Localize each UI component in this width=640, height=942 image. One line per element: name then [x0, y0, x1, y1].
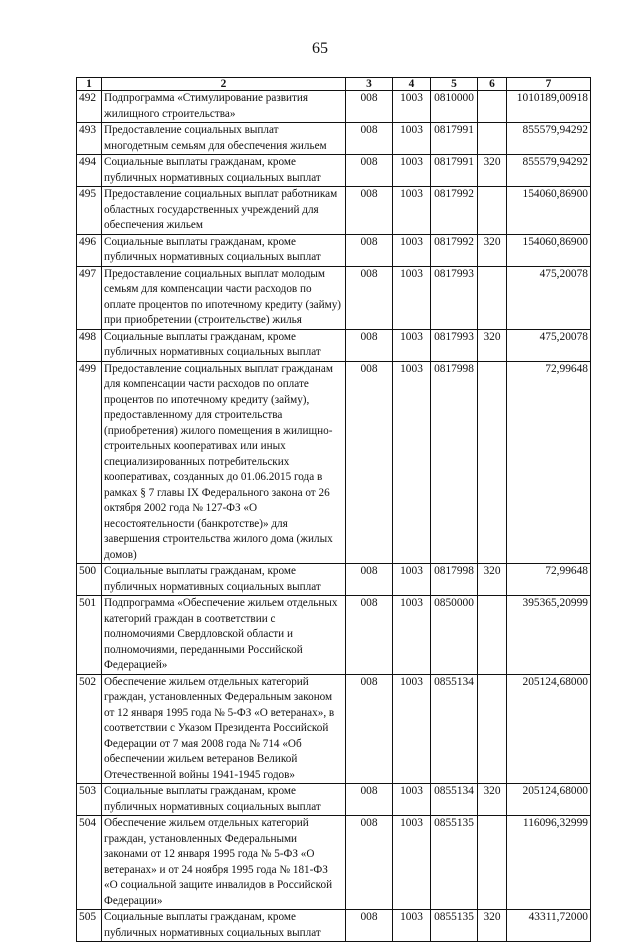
- ministry-code-cell: 008: [346, 784, 393, 816]
- table-row: [77, 234, 591, 266]
- expense-type-cell: 320: [478, 910, 507, 942]
- expense-type-cell: 320: [478, 564, 507, 596]
- header-cell: 4: [393, 78, 431, 91]
- amount-cell: 43311,72000: [507, 910, 591, 942]
- section-code-cell: 1003: [393, 329, 431, 361]
- section-code-cell: 1003: [393, 674, 431, 784]
- target-code-cell: 0855134: [431, 784, 478, 816]
- ministry-code-cell: 008: [346, 816, 393, 910]
- amount-cell: 855579,94292: [507, 155, 591, 187]
- expense-type-cell: [478, 674, 507, 784]
- expense-type-cell: 320: [478, 329, 507, 361]
- section-code-cell: 1003: [393, 784, 431, 816]
- amount-cell: 154060,86900: [507, 187, 591, 235]
- table-row: [77, 329, 591, 361]
- section-code-cell: 1003: [393, 155, 431, 187]
- row-number-cell: 504: [77, 816, 102, 910]
- item-name-cell: Предоставление социальных выплат многодетным семьям для обеспечения жильем: [102, 123, 346, 155]
- ministry-code-cell: 008: [346, 91, 393, 123]
- expense-type-cell: [478, 91, 507, 123]
- expense-type-cell: [478, 596, 507, 675]
- table-row: [77, 187, 591, 235]
- item-name-cell: Социальные выплаты гражданам, кроме публичных нормативных социальных выплат: [102, 784, 346, 816]
- section-code-cell: 1003: [393, 361, 431, 564]
- table-row: [77, 266, 591, 329]
- expense-type-cell: [478, 816, 507, 910]
- header-cell: 2: [102, 78, 346, 91]
- expense-type-cell: 320: [478, 234, 507, 266]
- target-code-cell: 0817993: [431, 266, 478, 329]
- target-code-cell: 0817991: [431, 155, 478, 187]
- row-number-cell: 498: [77, 329, 102, 361]
- item-name-cell: Социальные выплаты гражданам, кроме публичных нормативных социальных выплат: [102, 910, 346, 942]
- row-number-cell: 505: [77, 910, 102, 942]
- section-code-cell: 1003: [393, 123, 431, 155]
- item-name-cell: Социальные выплаты гражданам, кроме публичных нормативных социальных выплат: [102, 564, 346, 596]
- page-number: 65: [312, 40, 328, 57]
- item-name-cell: Подпрограмма «Обеспечение жильем отдельных категорий граждан в соответствии с полномочиями Свердловской области и полномочиями, переданными Российской Федерацией»: [102, 596, 346, 675]
- ministry-code-cell: 008: [346, 266, 393, 329]
- ministry-code-cell: 008: [346, 564, 393, 596]
- item-name-cell: Обеспечение жильем отдельных категорий граждан, установленных Федеральным законом от 12 января 1995 года № 5-ФЗ «О ветеранах», в соответствии с Указом Президента Российской Федерации от 7 мая 2008 года № 714 «Об обеспечении жильем ветеранов Великой Отечественной войны 1941-1945 годов»: [102, 674, 346, 784]
- ministry-code-cell: 008: [346, 123, 393, 155]
- table-row: [77, 91, 591, 123]
- amount-cell: 72,99648: [507, 564, 591, 596]
- table-row: [77, 564, 591, 596]
- expense-type-cell: [478, 123, 507, 155]
- section-code-cell: 1003: [393, 187, 431, 235]
- table-row: [77, 784, 591, 816]
- expense-type-cell: [478, 187, 507, 235]
- section-code-cell: 1003: [393, 234, 431, 266]
- row-number-cell: 502: [77, 674, 102, 784]
- item-name-cell: Социальные выплаты гражданам, кроме публичных нормативных социальных выплат: [102, 155, 346, 187]
- target-code-cell: 0855134: [431, 674, 478, 784]
- amount-cell: 205124,68000: [507, 784, 591, 816]
- target-code-cell: 0817998: [431, 361, 478, 564]
- row-number-cell: 503: [77, 784, 102, 816]
- target-code-cell: 0850000: [431, 596, 478, 675]
- expense-type-cell: [478, 266, 507, 329]
- header-cell: 1: [77, 78, 102, 91]
- row-number-cell: 497: [77, 266, 102, 329]
- ministry-code-cell: 008: [346, 187, 393, 235]
- section-code-cell: 1003: [393, 91, 431, 123]
- header-cell: 5: [431, 78, 478, 91]
- table-row: [77, 361, 591, 564]
- ministry-code-cell: 008: [346, 234, 393, 266]
- ministry-code-cell: 008: [346, 361, 393, 564]
- target-code-cell: 0817992: [431, 187, 478, 235]
- target-code-cell: 0810000: [431, 91, 478, 123]
- target-code-cell: 0817991: [431, 123, 478, 155]
- row-number-cell: 496: [77, 234, 102, 266]
- amount-cell: 395365,20999: [507, 596, 591, 675]
- row-number-cell: 494: [77, 155, 102, 187]
- item-name-cell: Предоставление социальных выплат гражданам для компенсации части расходов по оплате процентов по ипотечному кредиту (займу), предоставленному для строительства (приобретения) жилого помещения в жилищно-строительных кооперативах или иных специализированных потребительских кооперативах, созданных до 01.06.2015 года в рамках § 7 главы IX Федерального закона от 26 октября 2002 года № 127-ФЗ «О несостоятельности (банкротстве)» для завершения строительства жилого дома (жилых домов): [102, 361, 346, 564]
- section-code-cell: 1003: [393, 564, 431, 596]
- row-number-cell: 499: [77, 361, 102, 564]
- target-code-cell: 0855135: [431, 816, 478, 910]
- item-name-cell: Социальные выплаты гражданам, кроме публичных нормативных социальных выплат: [102, 234, 346, 266]
- ministry-code-cell: 008: [346, 596, 393, 675]
- table-row: [77, 674, 591, 784]
- row-number-cell: 492: [77, 91, 102, 123]
- amount-cell: 475,20078: [507, 329, 591, 361]
- table-row: [77, 910, 591, 942]
- header-row: [77, 78, 591, 91]
- amount-cell: 205124,68000: [507, 674, 591, 784]
- amount-cell: 72,99648: [507, 361, 591, 564]
- ministry-code-cell: 008: [346, 155, 393, 187]
- expense-type-cell: 320: [478, 784, 507, 816]
- item-name-cell: Предоставление социальных выплат молодым семьям для компенсации части расходов по оплате процентов по ипотечному кредиту (займу) при приобретении (строительстве) жилья: [102, 266, 346, 329]
- ministry-code-cell: 008: [346, 674, 393, 784]
- row-number-cell: 501: [77, 596, 102, 675]
- table-row: [77, 596, 591, 675]
- target-code-cell: 0817992: [431, 234, 478, 266]
- amount-cell: 475,20078: [507, 266, 591, 329]
- section-code-cell: 1003: [393, 596, 431, 675]
- item-name-cell: Обеспечение жильем отдельных категорий граждан, установленных Федеральными законами от 12 января 1995 года № 5-ФЗ «О ветеранах» и от 24 ноября 1995 года № 181-ФЗ «О социальной защите инвалидов в Российской Федерации»: [102, 816, 346, 910]
- table-row: [77, 816, 591, 910]
- target-code-cell: 0817998: [431, 564, 478, 596]
- header-cell: 7: [507, 78, 591, 91]
- amount-cell: 855579,94292: [507, 123, 591, 155]
- row-number-cell: 500: [77, 564, 102, 596]
- budget-table: [76, 77, 591, 942]
- amount-cell: 116096,32999: [507, 816, 591, 910]
- row-number-cell: 493: [77, 123, 102, 155]
- expense-type-cell: [478, 361, 507, 564]
- section-code-cell: 1003: [393, 816, 431, 910]
- row-number-cell: 495: [77, 187, 102, 235]
- amount-cell: 1010189,00918: [507, 91, 591, 123]
- item-name-cell: Предоставление социальных выплат работникам областных государственных учреждений для обеспечения жильем: [102, 187, 346, 235]
- ministry-code-cell: 008: [346, 329, 393, 361]
- table-row: [77, 155, 591, 187]
- target-code-cell: 0855135: [431, 910, 478, 942]
- header-cell: 6: [478, 78, 507, 91]
- section-code-cell: 1003: [393, 266, 431, 329]
- table-row: [77, 123, 591, 155]
- amount-cell: 154060,86900: [507, 234, 591, 266]
- target-code-cell: 0817993: [431, 329, 478, 361]
- item-name-cell: Подпрограмма «Стимулирование развития жилищного строительства»: [102, 91, 346, 123]
- item-name-cell: Социальные выплаты гражданам, кроме публичных нормативных социальных выплат: [102, 329, 346, 361]
- header-cell: 3: [346, 78, 393, 91]
- section-code-cell: 1003: [393, 910, 431, 942]
- expense-type-cell: 320: [478, 155, 507, 187]
- ministry-code-cell: 008: [346, 910, 393, 942]
